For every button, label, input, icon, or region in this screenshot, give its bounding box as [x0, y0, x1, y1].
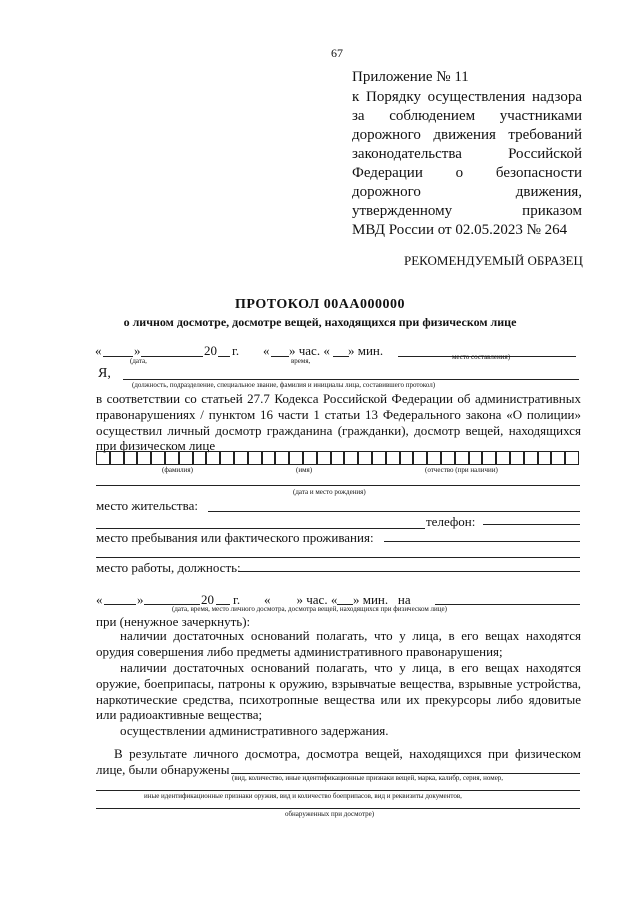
hour-field[interactable] [271, 356, 289, 357]
quote-open: « [95, 343, 102, 358]
year-suffix: г. [232, 343, 240, 358]
result-line: лице, были обнаружены [96, 762, 230, 777]
appendix-line: дорожного движения требований [352, 127, 582, 143]
reason-line: осуществлении административного задержания. [120, 723, 389, 738]
quote-open: « [96, 592, 103, 607]
year-prefix: 20 [204, 343, 217, 358]
para-line: в соответствии со статьей 27.7 Кодекса Российской Федерации об административных [96, 391, 581, 406]
work-label: место работы, должность: [96, 560, 241, 575]
birth-field[interactable] [96, 485, 580, 486]
phone-field[interactable] [483, 524, 580, 525]
caption-surname: (фамилия) [162, 466, 193, 474]
found-field-2[interactable] [96, 790, 580, 791]
recommended-sample: РЕКОМЕНДУЕМЫЙ ОБРАЗЕЦ [404, 253, 583, 268]
reason-line: оружие, боеприпасы, патроны к оружию, взрывчатые вещества, взрывные устройства, [96, 676, 581, 691]
found-caption-3: обнаруженных при досмотре) [285, 810, 375, 818]
minute-label: » мин. [348, 343, 384, 358]
residence-field-2[interactable] [96, 528, 425, 529]
minute-field[interactable] [333, 356, 349, 357]
reason-line: наркотические средства, психотропные вещества или их прекурсоры либо ядовитые [96, 692, 581, 707]
result-line: В результате личного досмотра, досмотра вещей, находящихся при физическом [114, 746, 581, 761]
birth-caption: (дата и место рождения) [293, 488, 366, 496]
caption-place: место составления) [452, 353, 511, 361]
place-field[interactable] [435, 604, 580, 605]
officer-caption: (должность, подразделение, специальное звание, фамилия и инициалы лица, составившего протокол) [132, 381, 436, 389]
work-field[interactable] [238, 571, 580, 572]
appendix-line: утвержденному приказом [352, 203, 582, 219]
reason-line: или радиоактивные вещества; [96, 707, 263, 722]
found-caption-1: (вид, количество, иные идентификационные признаки вещей, марка, калибр, серия, номер, [232, 774, 504, 782]
para-line: правонарушениях / пунктом 16 части 1 статьи 13 Федерального закона «О полиции» [96, 407, 581, 422]
year-suffix: г. [233, 592, 241, 607]
stay-field-2[interactable] [96, 557, 580, 558]
found-caption-2: иные идентификационные признаки оружия, вид и количество боеприпасов, вид и реквизиты документов, [144, 792, 462, 800]
para-line: при физическом лице [96, 438, 216, 453]
officer-field[interactable] [123, 379, 579, 380]
i-label: Я, [98, 366, 111, 381]
year-field[interactable] [218, 356, 230, 357]
phone-label: телефон: [426, 514, 476, 529]
hour-label: « » час. « [264, 592, 338, 607]
appendix-line: МВД России от 02.05.2023 № 264 [352, 222, 568, 238]
day-field[interactable] [103, 356, 133, 357]
when-label: при (ненужное зачеркнуть): [96, 614, 251, 629]
caption-time: время, [291, 357, 311, 365]
caption-name: (имя) [296, 466, 313, 474]
stay-label: место пребывания или фактического проживания: [96, 530, 374, 545]
reason-line: наличии достаточных оснований полагать, что у лица, в его вещах находятся [120, 628, 581, 643]
caption-date: (дата, [130, 357, 147, 365]
residence-field[interactable] [208, 511, 580, 512]
appendix-title: Приложение № 11 [352, 69, 469, 85]
residence-label: место жительства: [96, 498, 198, 513]
hour-open: « [263, 343, 270, 358]
month-field[interactable] [141, 356, 203, 357]
reason-line: наличии достаточных оснований полагать, что у лица, в его вещах находятся [120, 660, 581, 675]
para-line: осуществил личный досмотр гражданина (гражданки), досмотр вещей, находящихся [96, 423, 581, 438]
document-title: ПРОТОКОЛ 00АА000000 [235, 297, 405, 312]
appendix-line: за соблюдением участниками [352, 108, 582, 124]
quote-close: » [137, 592, 144, 607]
found-field-3[interactable] [96, 808, 580, 809]
hour-label: » час. « [289, 343, 330, 358]
inspection-caption: (дата, время, место личного досмотра, досмотра вещей, находящихся при физическом лице) [172, 605, 447, 613]
reason-line: орудия совершения либо предметы административного правонарушения; [96, 644, 503, 659]
document-subtitle: о личном досмотре, досмотре вещей, находящихся при физическом лице [123, 315, 517, 329]
page-number: 67 [331, 46, 343, 60]
appendix-line: Федерации о безопасности [352, 165, 582, 181]
minute-label: » мин. на [353, 592, 411, 607]
quote-close: » [134, 343, 141, 358]
year-prefix: 20 [201, 592, 214, 607]
day-field[interactable] [104, 604, 136, 605]
appendix-line: дорожного движения, [352, 184, 582, 200]
appendix-line: законодательства Российской [352, 146, 582, 162]
caption-patronymic: (отчество (при наличии) [425, 466, 498, 474]
appendix-line: к Порядку осуществления надзора [352, 89, 582, 105]
stay-field[interactable] [384, 541, 580, 542]
